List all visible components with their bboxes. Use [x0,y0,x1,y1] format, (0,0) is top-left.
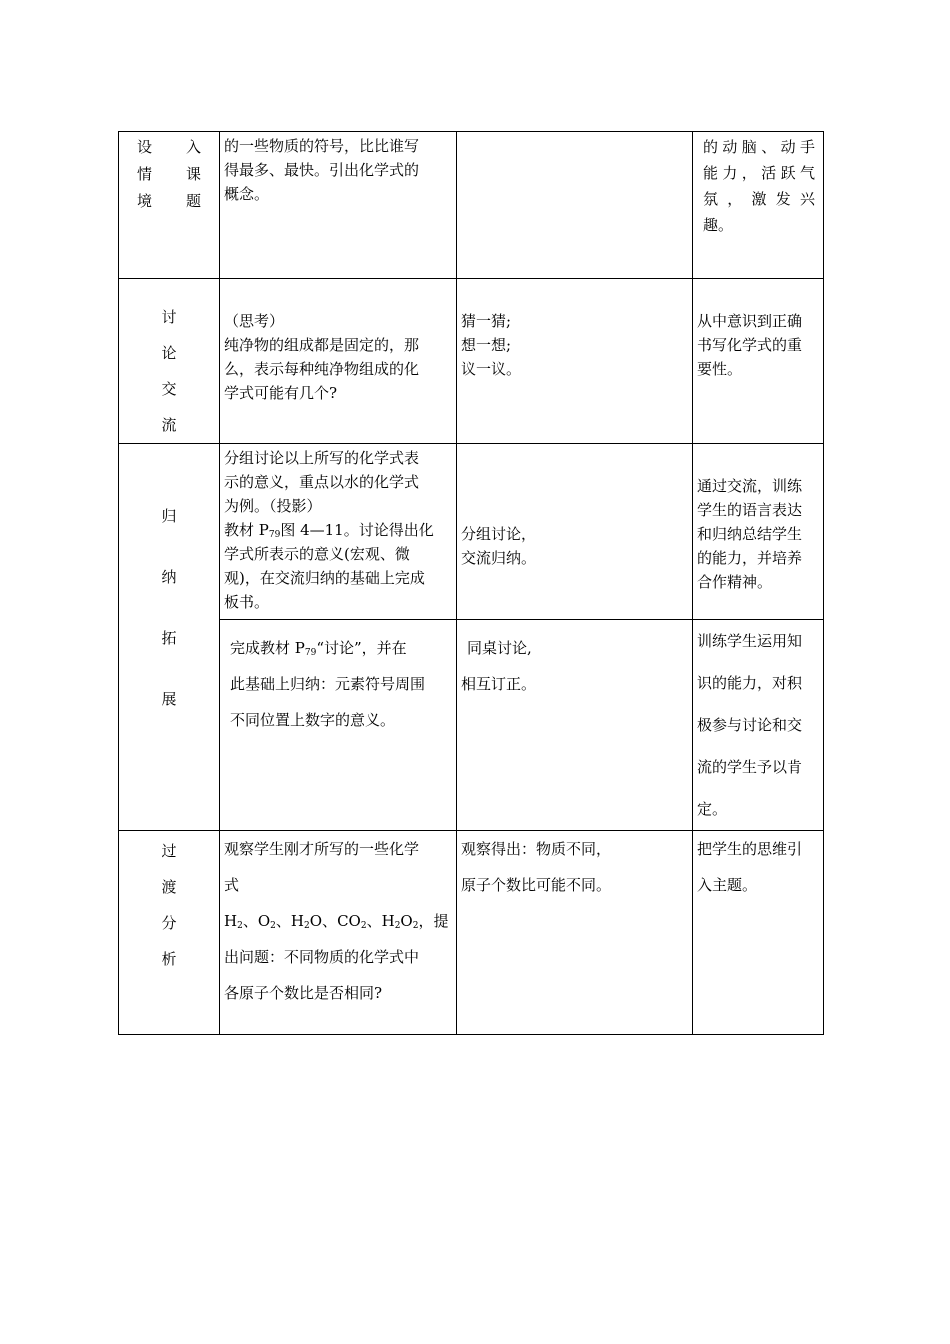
stage-cell [119,279,220,444]
table-row [119,831,824,1035]
table-row [119,620,824,831]
lesson-plan-table [118,131,824,1035]
table-row [119,444,824,620]
teacher-activity-cell: 完成教材 $P_{79}“$讨论”，并在 此基础上归纳：元素符号周围 不同位置上数字的意义。 [220,620,457,831]
teacher-activity-cell: （思考） 纯净物的组成都是固定的，那 么，表示每种纯净物组成的化 学式可能有几个? [220,279,457,444]
student-activity-cell: 观察得出：物质不同， 原子个数比可能不同。 [457,831,693,1035]
stage-label: 讨 论 交 流 [161,308,177,434]
stage-label: 设 入 情 课 境 题 [137,138,201,210]
stage-cell [119,132,220,279]
teacher-activity-cell: 观察学生刚才所写的一些化学 式 $H_2$、$O_2$、$H_2O$、$CO_2$、$H_2O_2$，提 出问题：不同物质的化学式中 各原子个数比是否相同? [220,831,457,1035]
stage-label: 过 渡 分 析 [161,842,177,968]
design-intent-cell: 通过交流，训练 学生的语言表达 和归纳总结学生 的能力，并培养 合作精神。 [693,444,824,620]
design-intent-cell: 把学生的思维引 入主题。 [693,831,824,1035]
teacher-activity-cell: 分组讨论以上所写的化学式表 示的意义，重点以水的化学式 为例。（投影） 教材 $P_{79}$图 4—11。讨论得出化 学式所表示的意义(宏观、微 观)，在交流归纳的基础上完成 板书。 [220,444,457,620]
stage-cell [119,444,220,831]
teacher-activity-cell: 的一些物质的符号，比比谁写 得最多、最快。引出化学式的 概念。 [220,132,457,279]
design-intent-cell: 从中意识到正确 书写化学式的重 要性。 [693,279,824,444]
formula-list: $H_2$、$O_2$、$H_2O$、$CO_2$、$H_2O_2$，提 [224,912,449,931]
table-row [119,132,824,279]
design-intent-cell: 的动脑、动手 能力，活跃气 氛，激发兴 趣。 [693,132,824,279]
stage-label: 归 纳 拓 展 [161,507,177,708]
design-intent-cell: 训练学生运用知 识的能力，对积 极参与讨论和交 流的学生予以肯 定。 [693,620,824,831]
student-activity-cell: 猜一猜; 想一想; 议一议。 [457,279,693,444]
table-row [119,279,824,444]
student-activity-cell: 同桌讨论, 相互订正。 [457,620,693,831]
student-activity-cell [457,132,693,279]
stage-cell [119,831,220,1035]
student-activity-cell: 分组讨论， 交流归纳。 [457,444,693,620]
